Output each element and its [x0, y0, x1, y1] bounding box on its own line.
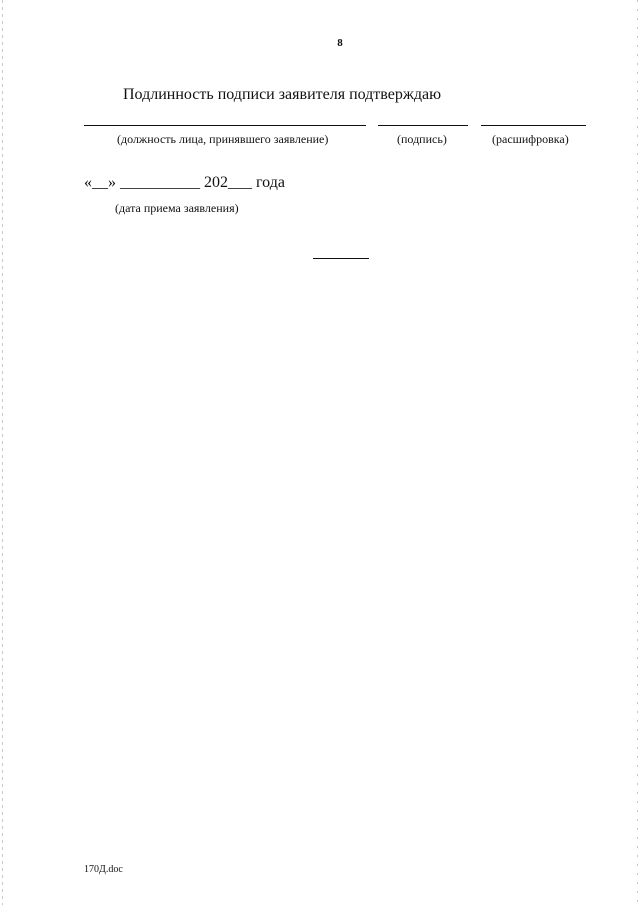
signature-confirmation-heading: Подлинность подписи заявителя подтверждаю [123, 86, 442, 103]
end-of-document-rule [313, 258, 369, 259]
footer-filename: 170Д.doc [84, 864, 123, 875]
position-blank-line [84, 125, 366, 126]
scan-edge-left [2, 0, 3, 905]
decoding-blank-line [481, 125, 586, 126]
decoding-caption: (расшифровка) [492, 132, 569, 146]
acceptance-date-caption: (дата приема заявления) [115, 201, 239, 215]
acceptance-date-line: «__» __________ 202___ года [84, 174, 285, 191]
signature-caption: (подпись) [397, 132, 447, 146]
signature-blank-line [378, 125, 468, 126]
position-caption: (должность лица, принявшего заявление) [117, 132, 329, 146]
scan-edge-right [637, 0, 638, 905]
page-number: 8 [337, 37, 343, 49]
